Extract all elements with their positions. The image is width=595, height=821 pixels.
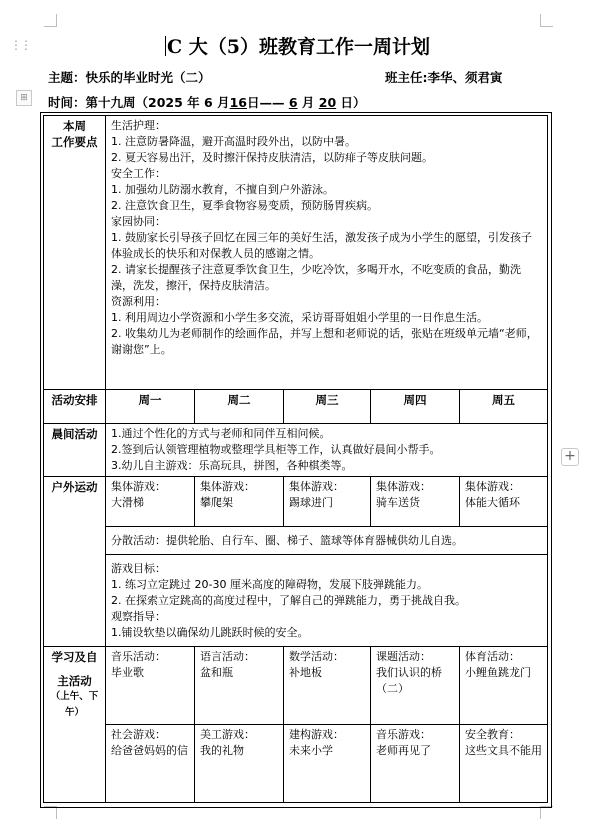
outdoor-label: 户外运动 (44, 477, 106, 647)
row-key-points (44, 116, 548, 390)
text-line: 1. 练习立定跳过 20-30 厘米高度的障碍物，发展下肢弹跳能力。 (111, 577, 428, 591)
outdoor-game-cell[interactable] (195, 477, 284, 527)
activity-type: 体育活动： (465, 650, 520, 663)
day-thursday: 周四 (371, 390, 460, 424)
key-points-label (44, 116, 106, 390)
text-cursor (165, 36, 166, 56)
teacher-line (385, 68, 503, 86)
learning-cell[interactable] (460, 725, 548, 803)
drag-handle-icon[interactable]: ⋮⋮ (10, 38, 30, 52)
learning-cell[interactable] (371, 725, 460, 803)
activity-name: 老师再见了 (376, 744, 431, 757)
activity-type: 社会游戏： (111, 728, 166, 741)
date-open: （2025 年 6 月 (135, 95, 230, 110)
outdoor-game-cell[interactable] (460, 477, 548, 527)
text-line: 分散活动：提供轮胎、自行车、圈、梯子、篮球等体育器械供幼儿自选。 (111, 533, 463, 547)
day-friday: 周五 (460, 390, 548, 424)
text-line: 观察指导： (111, 609, 166, 623)
date-month-char: 月 (297, 95, 319, 110)
outdoor-game-cell[interactable] (284, 477, 371, 527)
week-value: 第十九周 (85, 95, 136, 110)
text-line: 安全工作： (111, 167, 166, 180)
crop-mark-top-right (540, 14, 553, 27)
game-type: 集体游戏： (376, 480, 431, 493)
date-end-month: 6 (288, 95, 298, 110)
teacher-value: 李华、须君寅 (427, 70, 503, 85)
activity-name: 盆和瓶 (200, 666, 233, 679)
page-title (0, 32, 595, 59)
outdoor-group-activity[interactable] (106, 527, 548, 555)
text-line: 1.铺设软垫以确保幼儿跳跃时候的安全。 (111, 625, 309, 639)
date-start-day: 16 (229, 95, 247, 110)
learning-cell[interactable] (371, 647, 460, 725)
activity-type: 美工游戏： (200, 728, 255, 741)
text-line: 2. 收集幼儿为老师制作的绘画作品，并写上想和老师说的话，张贴在班级单元墙“老师，谢谢您”上。 (111, 327, 538, 356)
text-line: 2. 注意饮食卫生，夏季食物容易变质，预防肠胃疾病。 (111, 199, 378, 212)
text-line: 生活护理： (111, 119, 166, 132)
teacher-label: 班主任: (385, 70, 428, 85)
time-line (48, 93, 366, 111)
learning-cell[interactable] (106, 725, 195, 803)
theme-label: 主题： (48, 70, 86, 85)
text-line: 2. 夏天容易出汗，及时擦汗保持皮肤清洁，以防痱子等皮肤问题。 (111, 151, 433, 164)
weekly-plan-table (43, 115, 548, 803)
outdoor-game-cell[interactable] (371, 477, 460, 527)
day-monday: 周一 (106, 390, 195, 424)
game-name: 攀爬架 (200, 496, 233, 509)
text-line: 1. 鼓励家长引导孩子回忆在园三年的美好生活，激发孩子成为小学生的愿望，引发孩子体验成长的快乐和对保教人员的感谢之情。 (111, 231, 532, 260)
learning-label-3: （上午、下 (50, 691, 99, 702)
activity-name: 我们认识的桥（二） (376, 666, 442, 695)
text-line: 2. 请家长提醒孩子注意夏季饮食卫生，少吃冷饮，多喝开水，不吃变质的食品，勤洗澡，洗发，擦汗，保持皮肤清洁。 (111, 263, 521, 292)
activity-name: 未来小学 (289, 744, 333, 757)
learning-cell[interactable] (284, 725, 371, 803)
activity-name: 补地板 (289, 666, 322, 679)
crop-mark-top-left (44, 14, 57, 27)
outdoor-game-cell[interactable] (106, 477, 195, 527)
morning-label: 晨间活动 (44, 424, 106, 477)
schedule-label: 活动安排 (44, 390, 106, 424)
theme-value: 快乐的毕业时光（二） (85, 70, 211, 85)
learning-cell[interactable] (106, 647, 195, 725)
title-text: C 大（5）班教育工作一周计划 (167, 36, 430, 58)
activity-name: 我的礼物 (200, 744, 244, 757)
activity-type: 课题活动： (376, 650, 431, 663)
outdoor-goals[interactable] (106, 555, 548, 647)
learning-cell[interactable] (460, 647, 548, 725)
learning-cell[interactable] (284, 647, 371, 725)
activity-type: 数学活动： (289, 650, 344, 663)
activity-type: 建构游戏： (289, 728, 344, 741)
text-line: 2. 在探索立定跳高的高度过程中，了解自己的弹跳能力，勇于挑战自我。 (111, 593, 466, 607)
text-line: 1. 利用周边小学资源和小学生多交流，采访哥哥姐姐小学里的一日作息生活。 (111, 311, 488, 324)
activity-name: 给爸爸妈妈的信 (111, 744, 188, 757)
learning-cell[interactable] (195, 725, 284, 803)
morning-content[interactable] (106, 424, 548, 477)
game-type: 集体游戏： (200, 480, 255, 493)
date-mid: 日—— (246, 95, 289, 110)
activity-name: 毕业歌 (111, 666, 144, 679)
text-line: 1. 注意防暑降温，避开高温时段外出，以防中暑。 (111, 135, 356, 148)
row-learning-2 (44, 725, 548, 803)
row-morning (44, 424, 548, 477)
key-points-content[interactable] (106, 116, 548, 390)
game-name: 体能大循环 (465, 496, 520, 509)
activity-type: 语言活动： (200, 650, 255, 663)
activity-name: 这些文具不能用 (465, 744, 542, 757)
add-row-button[interactable]: + (561, 448, 579, 466)
date-end-day: 20 (318, 95, 337, 110)
game-type: 集体游戏： (289, 480, 344, 493)
game-name: 骑车送货 (376, 496, 420, 509)
text-line: 3.幼儿自主游戏：乐高玩具，拼图，各种棋类等。 (111, 459, 353, 472)
day-wednesday: 周三 (284, 390, 371, 424)
text-line: 1.通过个性化的方式与老师和同伴互相问候。 (111, 427, 331, 440)
key-points-label-2: 工作要点 (51, 135, 98, 149)
learning-label-4: 午） (64, 707, 84, 718)
text-line: 1. 加强幼儿防溺水教育，不擅自到户外游泳。 (111, 183, 334, 196)
row-outdoor-goals (44, 555, 548, 647)
game-name: 大滑梯 (111, 496, 144, 509)
activity-type: 音乐游戏： (376, 728, 431, 741)
text-line: 家园协同： (111, 215, 166, 228)
day-tuesday: 周二 (195, 390, 284, 424)
row-schedule (44, 390, 548, 424)
learning-label (44, 647, 106, 803)
game-type: 集体游戏： (111, 480, 166, 493)
row-outdoor-games (44, 477, 548, 527)
activity-type: 安全教育： (465, 728, 520, 741)
time-label: 时间： (48, 95, 86, 110)
key-points-label-1: 本周 (63, 119, 86, 133)
learning-cell[interactable] (195, 647, 284, 725)
date-close: 日） (336, 95, 366, 110)
text-line: 2.签到后认领管理植物或整理学具柜等工作，认真做好晨间小帮手。 (111, 443, 441, 456)
activity-type: 音乐活动： (111, 650, 166, 663)
activity-name: 小鲤鱼跳龙门 (465, 666, 531, 679)
theme-line (48, 68, 211, 86)
table-move-icon[interactable]: ⊞ (16, 90, 32, 106)
learning-label-2: 主活动 (57, 674, 92, 688)
learning-label-1: 学习及自 (51, 650, 98, 664)
text-line: 游戏目标： (111, 561, 166, 575)
text-line: 资源利用： (111, 295, 166, 308)
row-outdoor-group (44, 527, 548, 555)
row-learning-1 (44, 647, 548, 725)
game-type: 集体游戏： (465, 480, 520, 493)
game-name: 踢球进门 (289, 496, 333, 509)
